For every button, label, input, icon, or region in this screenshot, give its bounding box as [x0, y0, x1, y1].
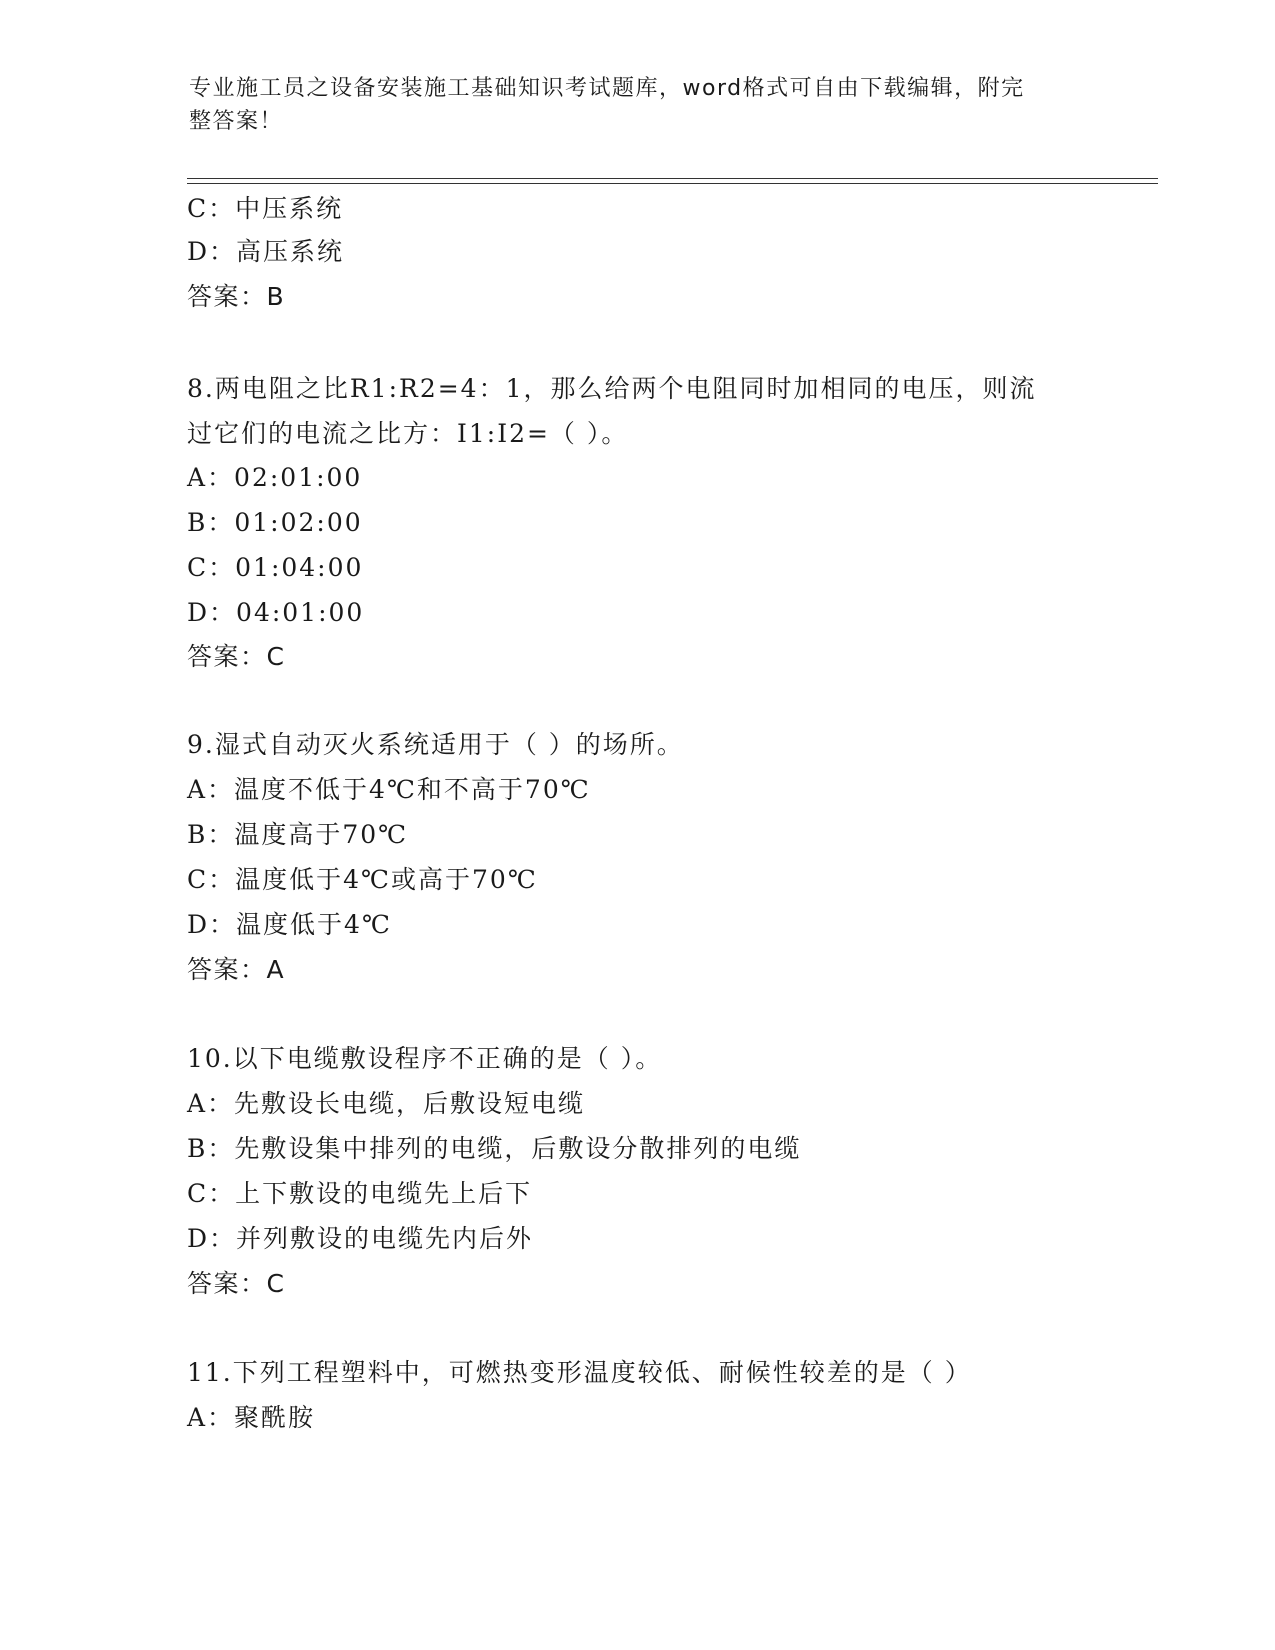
q10-stem-line-1: 10.以下电缆敷设程序不正确的是（ ）。: [187, 1044, 663, 1073]
q10-option-b: B：先敷设集中排列的电缆，后敷设分散排列的电缆: [187, 1134, 802, 1163]
q11-stem-line-1: 11.下列工程塑料中，可燃热变形温度较低、耐候性较差的是（ ）: [187, 1358, 972, 1387]
q9-option-a: A：温度不低于4℃和不高于70℃: [187, 775, 591, 804]
q8-answer: 答案：C: [187, 642, 286, 671]
q8-option-c: C：01:04:00: [187, 553, 364, 582]
document-header: [189, 72, 1089, 138]
q8-option-b: B：01:02:00: [187, 508, 363, 537]
q10-option-d: D：并列敷设的电缆先内后外: [187, 1224, 534, 1253]
q7-option-d: D：高压系统: [187, 237, 345, 266]
q10-option-c: C：上下敷设的电缆先上后下: [187, 1179, 533, 1208]
q9-answer: 答案：A: [187, 955, 286, 984]
header-line-2: 整答案！: [189, 109, 284, 134]
q11-option-a: A：聚酰胺: [187, 1403, 316, 1432]
q10-answer: 答案：C: [187, 1269, 286, 1298]
q8-stem-line-1: 8.两电阻之比R1:R2=4：1，那么给两个电阻同时加相同的电压，则流: [187, 374, 1037, 403]
header-divider-bottom: [187, 183, 1158, 184]
q7-answer: 答案：B: [187, 282, 286, 311]
q10-option-a: A：先敷设长电缆，后敷设短电缆: [187, 1089, 586, 1118]
header-line-1: 专业施工员之设备安装施工基础知识考试题库，word格式可自由下载编辑，附完: [189, 76, 1025, 101]
q8-option-d: D：04:01:00: [187, 598, 365, 627]
q8-option-a: A：02:01:00: [187, 463, 363, 492]
header-divider-top: [187, 178, 1158, 179]
q8-stem-line-2: 过它们的电流之比方：I1:I2=（ ）。: [187, 419, 629, 448]
q9-option-c: C：温度低于4℃或高于70℃: [187, 865, 538, 894]
q9-option-b: B：温度高于70℃: [187, 820, 409, 849]
q9-stem-line-1: 9.湿式自动灭火系统适用于（ ）的场所。: [187, 730, 684, 759]
q9-option-d: D：温度低于4℃: [187, 910, 392, 939]
q7-option-c: C：中压系统: [187, 194, 344, 223]
